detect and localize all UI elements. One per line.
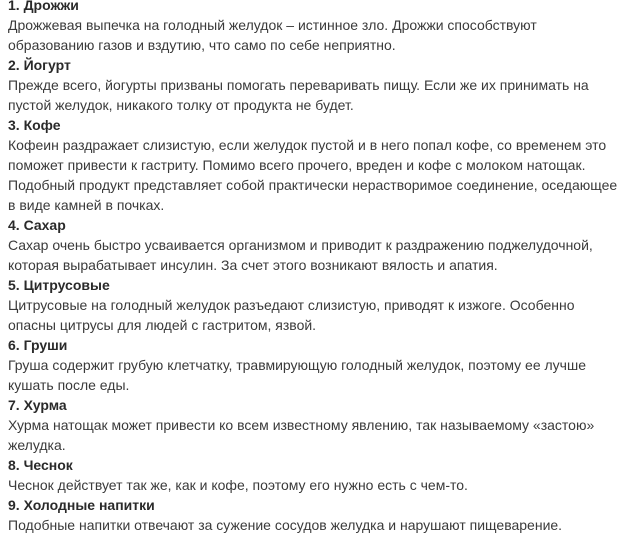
list-item [8,55,622,115]
list-item [8,335,622,395]
item-heading: 5. Цитрусовые [8,277,110,293]
item-paragraph: Груша содержит грубую клетчатку, травмирующую голодный желудок, поэтому ее лучше кушать после еды. [8,357,586,393]
list-item [8,215,622,275]
item-heading: 8. Чеснок [8,457,73,473]
item-heading: 4. Сахар [8,217,66,233]
item-heading: 2. Йогурт [8,57,71,73]
list-item [8,495,622,535]
item-paragraph: Цитрусовые на голодный желудок разъедают слизистую, приводят к изжоге. Особенно опасны цитрусы для людей с гастритом, язвой. [8,297,575,333]
item-paragraph: Хурма натощак может привести ко всем известному явлению, так называемому «застою» желудка. [8,417,595,453]
item-paragraph: Дрожжевая выпечка на голодный желудок – истинное зло. Дрожжи способствуют образованию газов и вздутию, что само по себе неприятно. [8,17,537,53]
item-heading: 7. Хурма [8,397,67,413]
item-heading: 3. Кофе [8,117,61,133]
item-paragraph: Прежде всего, йогурты призваны помогать переваривать пищу. Если же их принимать на пустой желудок, никакого толку от продукта не будет. [8,77,589,113]
item-heading: 9. Холодные напитки [8,497,155,513]
list-item [8,455,622,495]
list-item [8,275,622,335]
item-paragraph: Кофеин раздражает слизистую, если желудок пустой и в него попал кофе, со временем это поможет привести к гастриту. Помимо всего прочего, вреден и кофе с молоком натощак. Подобный продукт представляет собой практически нерастворимое соединение, оседающее в виде камней в почках. [8,137,618,213]
list-item [8,115,622,215]
list-item [8,0,622,55]
item-heading: 1. Дрожжи [8,0,79,13]
item-paragraph: Подобные напитки отвечают за сужение сосудов желудка и нарушают пищеварение. [8,517,563,533]
list-item [8,395,622,455]
item-paragraph: Сахар очень быстро усваивается организмом и приводит к раздражению поджелудочной, которая вырабатывает инсулин. За счет этого возникают вялость и апатия. [8,237,593,273]
item-heading: 6. Груши [8,337,68,353]
item-paragraph: Чеснок действует так же, как и кофе, поэтому его нужно есть с чем-то. [8,477,468,493]
